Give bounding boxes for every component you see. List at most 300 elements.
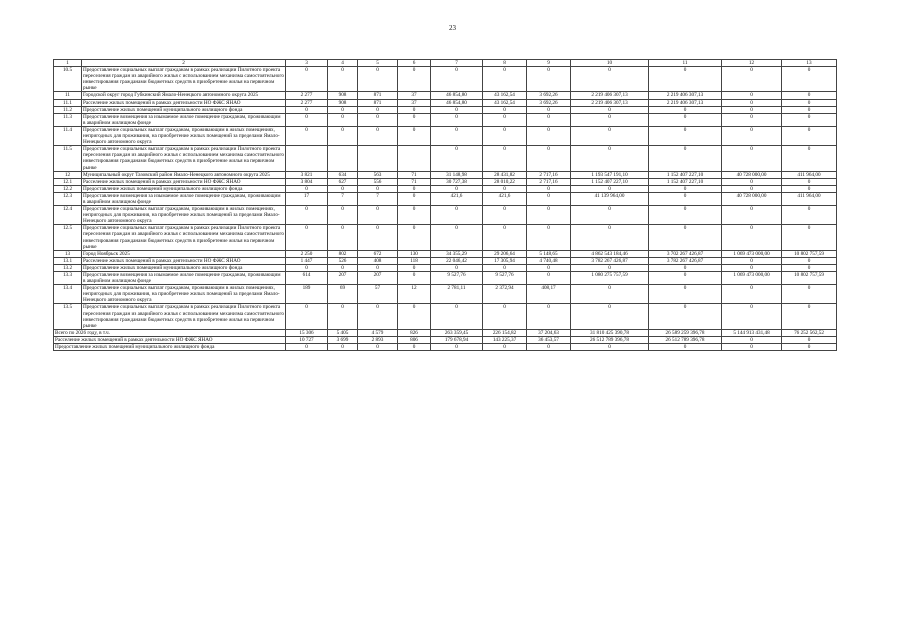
row-value: 0 — [328, 126, 358, 145]
row-value: 0 — [782, 99, 837, 106]
row-value: 0 — [722, 206, 782, 225]
summary-value: 806 — [398, 336, 431, 343]
row-value: 0 — [398, 264, 431, 271]
row-value: 9 527,76 — [483, 272, 527, 285]
row-value: 0 — [571, 185, 649, 192]
column-number-row — [54, 60, 837, 67]
summary-value: 143 225,37 — [483, 336, 527, 343]
row-value: 71 — [398, 178, 431, 185]
row-value: 0 — [649, 206, 722, 225]
summary-description: Расселение жилых помещений в рамках деятельности НО ФЖС ЯНАО — [54, 336, 286, 343]
summary-value: 0 — [571, 344, 649, 351]
row-value: 28 431,82 — [483, 171, 527, 178]
row-value: 31 148,98 — [431, 171, 483, 178]
row-value: 0 — [431, 206, 483, 225]
row-description: Предоставление социальных выплат гражданам, проживающим в жилых помещениях, непригодных для проживания, на приобретение жилых помещений за пределами Ямало-Ненецкого автономного округа — [82, 126, 286, 145]
summary-value: 37 204,63 — [527, 329, 571, 336]
row-description: Предоставление возмещения за изымаемое жилое помещение гражданам, проживающим в аварийном жилищном фонде — [82, 192, 286, 205]
row-value: 0 — [571, 225, 649, 250]
row-value: 2 219 406 307,13 — [571, 99, 649, 106]
row-value: 3 692,26 — [527, 92, 571, 99]
summary-value: 5 405 — [328, 329, 358, 336]
row-value: 0 — [483, 67, 527, 92]
row-value: 43 162,54 — [483, 92, 527, 99]
summary-value: 15 306 — [286, 329, 328, 336]
row-value: 1 069 473 000,00 — [722, 250, 782, 257]
row-number: 13.5 — [54, 304, 82, 329]
table-row — [54, 146, 837, 171]
row-number: 11.5 — [54, 146, 82, 171]
row-value: 1 152 407 227,10 — [649, 178, 722, 185]
row-value: 37 — [398, 99, 431, 106]
row-value: 556 — [358, 178, 398, 185]
row-value: 0 — [431, 126, 483, 145]
row-value: 2 219 406 307,13 — [571, 92, 649, 99]
row-value: 0 — [649, 285, 722, 304]
row-value: 871 — [358, 99, 398, 106]
row-value: 0 — [782, 67, 837, 92]
row-value: 0 — [782, 304, 837, 329]
row-value: 627 — [328, 178, 358, 185]
row-value: 0 — [431, 225, 483, 250]
row-value: 0 — [571, 67, 649, 92]
row-value: 0 — [398, 67, 431, 92]
row-value: 0 — [483, 264, 527, 271]
row-value: 0 — [782, 264, 837, 271]
row-value: 563 — [358, 171, 398, 178]
row-value: 0 — [782, 206, 837, 225]
row-description: Предоставление социальных выплат гражданам, проживающим в жилых помещениях, непригодных для проживания, на приобретение жилых помещений за пределами Ямало-Ненецкого автономного округа — [82, 285, 286, 304]
summary-row — [54, 344, 837, 351]
row-value: 0 — [358, 206, 398, 225]
row-description: Предоставление социальных выплат гражданам в рамках реализации Пилотного проекта переселения граждан из аварийного жилья с использованием механизма самостоятельного инвестирования гражданами бюджетных средств в приобретение жилья на первичном рынке — [83, 146, 284, 171]
row-value: 0 — [398, 106, 431, 113]
row-value: 0 — [649, 67, 722, 92]
summary-value: 0 — [398, 344, 431, 351]
row-value: 0 — [483, 106, 527, 113]
summary-description: Предоставление жилых помещений муниципального жилищного фонда — [54, 344, 286, 351]
table-row — [54, 99, 837, 106]
row-value: 0 — [358, 225, 398, 250]
row-value: 0 — [782, 106, 837, 113]
row-value: 0 — [782, 92, 837, 99]
row-value — [398, 146, 431, 171]
row-value: 908 — [328, 99, 358, 106]
summary-value: 26 512 789 396,78 — [649, 336, 722, 343]
row-number: 11 — [54, 92, 82, 99]
table-body — [54, 60, 837, 351]
row-value: 0 — [483, 113, 527, 126]
row-description: Предоставление социальных выплат гражданам, проживающим в жилых помещениях, непригодных для проживания, на приобретение жилых помещений за пределами Ямало-Ненецкого автономного округа — [82, 206, 286, 225]
row-value: 12 — [398, 285, 431, 304]
row-value: 2 717,16 — [527, 171, 571, 178]
row-value: 207 — [328, 272, 358, 285]
row-value: 2 372,94 — [483, 285, 527, 304]
row-value: 2 250 — [286, 250, 328, 257]
row-value: 57 — [358, 285, 398, 304]
summary-value: 4 579 — [358, 329, 398, 336]
row-value: 0 — [398, 113, 431, 126]
row-value: 411 964,00 — [782, 192, 837, 205]
row-value: 0 — [722, 257, 782, 264]
row-value: 0 — [722, 99, 782, 106]
row-value: 0 — [398, 126, 431, 145]
row-value: 0 — [398, 192, 431, 205]
row-value: 0 — [431, 106, 483, 113]
column-number: 3 — [286, 60, 328, 67]
row-value: 0 — [286, 264, 328, 271]
row-value: 1 193 547 191,10 — [571, 171, 649, 178]
row-value: 71 — [398, 171, 431, 178]
row-value: 0 — [722, 285, 782, 304]
row-value: 0 — [782, 285, 837, 304]
row-number: 13.4 — [54, 285, 82, 304]
column-number: 11 — [649, 60, 722, 67]
summary-value: 31 810 425 390,78 — [571, 329, 649, 336]
row-value: 3 692,26 — [527, 99, 571, 106]
row-value: 0 — [483, 185, 527, 192]
row-value: 0 — [571, 146, 649, 171]
row-value: 0 — [527, 146, 571, 171]
row-value: 0 — [649, 225, 722, 250]
row-value: 411 964,00 — [782, 171, 837, 178]
row-value: 0 — [649, 264, 722, 271]
table-row — [54, 206, 837, 225]
row-value: 0 — [722, 146, 782, 171]
row-description: Предоставление жилых помещений муниципального жилищного фонда — [82, 264, 286, 271]
summary-value: 76 252 562,52 — [782, 329, 837, 336]
row-value: 0 — [358, 185, 398, 192]
row-value: 0 — [527, 67, 571, 92]
row-value: 3 804 — [286, 178, 328, 185]
row-value: 0 — [722, 92, 782, 99]
row-value: 46 854,80 — [431, 92, 483, 99]
row-value — [358, 146, 398, 171]
row-value: 118 — [398, 257, 431, 264]
row-value: 22 046,42 — [431, 257, 483, 264]
summary-row — [54, 336, 837, 343]
row-value — [286, 146, 328, 171]
row-number: 13 — [54, 250, 82, 257]
row-value: 0 — [722, 178, 782, 185]
summary-value: 26 512 789 396,78 — [571, 336, 649, 343]
column-number: 8 — [483, 60, 527, 67]
row-value: 2 781,11 — [431, 285, 483, 304]
row-value: 0 — [571, 206, 649, 225]
summary-value: 0 — [782, 336, 837, 343]
row-value: 0 — [483, 304, 527, 329]
summary-description: Всего по 2026 году, в т.ч. — [54, 329, 286, 336]
row-value: 0 — [527, 225, 571, 250]
row-value: 634 — [328, 171, 358, 178]
row-number: 11.1 — [54, 99, 82, 106]
row-number: 12.3 — [54, 192, 82, 205]
row-value: 0 — [722, 185, 782, 192]
column-number: 10 — [571, 60, 649, 67]
column-number: 6 — [398, 60, 431, 67]
row-value: 5 148,65 — [527, 250, 571, 257]
row-value: 0 — [782, 113, 837, 126]
row-value: 2 277 — [286, 99, 328, 106]
row-value: 408 — [358, 257, 398, 264]
row-value: 408,17 — [527, 285, 571, 304]
row-value: 4 740,48 — [527, 257, 571, 264]
summary-value: 0 — [431, 344, 483, 351]
row-value: 40 728 000,00 — [722, 192, 782, 205]
row-value: 9 527,76 — [431, 272, 483, 285]
row-value: 3 821 — [286, 171, 328, 178]
table-row — [54, 250, 837, 257]
row-value: 0 — [398, 272, 431, 285]
row-value: 0 — [398, 225, 431, 250]
column-number: 5 — [358, 60, 398, 67]
table-row — [54, 285, 837, 304]
row-value: 2 277 — [286, 92, 328, 99]
row-description: Город Ноябрьск 2025 — [82, 250, 286, 257]
row-value: 421,6 — [483, 192, 527, 205]
row-value: 908 — [328, 92, 358, 99]
table-row — [54, 113, 837, 126]
row-value: 0 — [431, 185, 483, 192]
row-value: 46 854,80 — [431, 99, 483, 106]
table-row — [54, 304, 837, 329]
row-value: 0 — [722, 67, 782, 92]
row-value: 17 305,94 — [483, 257, 527, 264]
row-description: Предоставление возмещения за изымаемое жилое помещение гражданам, проживающим в аварийном жилищном фонде — [82, 272, 286, 285]
row-value: 0 — [328, 185, 358, 192]
row-value: 3 782 267 426,87 — [649, 257, 722, 264]
row-value: 1 069 473 000,00 — [722, 272, 782, 285]
row-number: 12.4 — [54, 206, 82, 225]
row-value: 0 — [527, 304, 571, 329]
row-value: 0 — [328, 67, 358, 92]
column-number: 4 — [328, 60, 358, 67]
row-value: 34 355,29 — [431, 250, 483, 257]
row-value: 0 — [782, 146, 837, 171]
row-value: 0 — [328, 304, 358, 329]
row-value: 0 — [782, 257, 837, 264]
row-value: 2 219 406 307,13 — [649, 99, 722, 106]
row-value: 0 — [358, 67, 398, 92]
summary-value: 0 — [722, 336, 782, 343]
row-value: 614 — [286, 272, 328, 285]
row-value: 0 — [483, 126, 527, 145]
column-number: 2 — [82, 60, 286, 67]
row-value: 0 — [722, 264, 782, 271]
row-number: 13.2 — [54, 264, 82, 271]
row-number: 11.3 — [54, 113, 82, 126]
row-value: 0 — [358, 113, 398, 126]
row-description: Расселение жилых помещений в рамках деятельности НО ФЖС ЯНАО — [82, 178, 286, 185]
row-value: 0 — [483, 206, 527, 225]
row-value: 0 — [649, 185, 722, 192]
row-number: 11.4 — [54, 126, 82, 145]
row-value: 0 — [286, 225, 328, 250]
table-row — [54, 92, 837, 99]
row-description: Предоставление жилых помещений муниципального жилищного фонда — [82, 106, 286, 113]
row-value: 1 080 275 757,59 — [571, 272, 649, 285]
row-value: 1 152 407 227,10 — [649, 171, 722, 178]
table-row — [54, 225, 837, 250]
summary-value: 179 678,94 — [431, 336, 483, 343]
row-value: 0 — [722, 106, 782, 113]
table-row — [54, 185, 837, 192]
row-value: 0 — [571, 285, 649, 304]
row-value: 43 162,54 — [483, 99, 527, 106]
row-value: 802 — [328, 250, 358, 257]
row-value: 7 — [328, 192, 358, 205]
summary-value: 0 — [722, 344, 782, 351]
row-number: 13.3 — [54, 272, 82, 285]
row-value: 0 — [483, 225, 527, 250]
summary-value: 0 — [483, 344, 527, 351]
row-description: Предоставление социальных выплат гражданам в рамках реализации Пилотного проекта переселения граждан из аварийного жилья с использованием механизма самостоятельного инвестирования гражданами бюджетных средств в приобретение жилья на первичном рынке — [83, 67, 284, 92]
row-value: 10 802 757,59 — [782, 250, 837, 257]
row-value: 0 — [431, 113, 483, 126]
row-value: 0 — [782, 178, 837, 185]
summary-value: 3 699 — [328, 336, 358, 343]
summary-value: 226 154,82 — [483, 329, 527, 336]
summary-value: 0 — [782, 344, 837, 351]
table-row — [54, 257, 837, 264]
row-value: 0 — [358, 304, 398, 329]
row-number: 12.1 — [54, 178, 82, 185]
row-value: 0 — [328, 113, 358, 126]
row-value: 0 — [328, 106, 358, 113]
row-description: Предоставление социальных выплат гражданам в рамках реализации Пилотного проекта переселения граждан из аварийного жилья с использованием механизма самостоятельного инвестирования гражданами бюджетных средств в приобретение жилья на первичном рынке — [83, 225, 284, 250]
row-value: 2 717,16 — [527, 178, 571, 185]
row-value: 40 728 000,00 — [722, 171, 782, 178]
row-value: 672 — [358, 250, 398, 257]
column-number: 13 — [782, 60, 837, 67]
row-number: 11.2 — [54, 106, 82, 113]
row-value: 0 — [722, 225, 782, 250]
row-value: 871 — [358, 92, 398, 99]
summary-value: 263 359,45 — [431, 329, 483, 336]
resettlement-table — [53, 59, 837, 351]
row-number: 12 — [54, 171, 82, 178]
row-value: 0 — [649, 304, 722, 329]
row-value: 3 702 267 426,87 — [649, 250, 722, 257]
column-number: 7 — [431, 60, 483, 67]
row-value: 0 — [286, 206, 328, 225]
row-value: 0 — [431, 264, 483, 271]
row-value: 37 — [398, 92, 431, 99]
row-number: 12.2 — [54, 185, 82, 192]
summary-value: 5 144 913 431,48 — [722, 329, 782, 336]
row-value: 4 862 543 184,46 — [571, 250, 649, 257]
row-value — [328, 146, 358, 171]
row-value: 3 782 267 426,87 — [571, 257, 649, 264]
row-value: 2 219 406 307,13 — [649, 92, 722, 99]
row-value: 0 — [328, 225, 358, 250]
row-value: 0 — [649, 272, 722, 285]
table-row — [54, 106, 837, 113]
row-description: Расселение жилых помещений в рамках деятельности НО ФЖС ЯНАО — [82, 99, 286, 106]
row-value: 1 152 407 227,10 — [571, 178, 649, 185]
summary-value: 10 727 — [286, 336, 328, 343]
row-value: 0 — [527, 206, 571, 225]
row-value: 0 — [782, 126, 837, 145]
row-value: 189 — [286, 285, 328, 304]
table-row — [54, 171, 837, 178]
row-number: 12.5 — [54, 225, 82, 250]
row-value: 207 — [358, 272, 398, 285]
row-value: 41 139 964,00 — [571, 192, 649, 205]
row-value: 0 — [649, 113, 722, 126]
summary-value: 0 — [286, 344, 328, 351]
row-value: 29 206,64 — [483, 250, 527, 257]
summary-value: 36 453,57 — [527, 336, 571, 343]
table-row — [54, 264, 837, 271]
row-value: 0 — [722, 113, 782, 126]
row-value: 0 — [527, 106, 571, 113]
row-value: 0 — [358, 126, 398, 145]
summary-value: 26 589 259 396,78 — [649, 329, 722, 336]
row-value: 0 — [649, 126, 722, 145]
row-value: 130 — [398, 250, 431, 257]
row-value: 0 — [286, 113, 328, 126]
row-value: 0 — [286, 304, 328, 329]
column-number: 9 — [527, 60, 571, 67]
row-value: 0 — [527, 185, 571, 192]
row-value: 0 — [527, 192, 571, 205]
row-value: 0 — [286, 67, 328, 92]
row-value: 0 — [649, 192, 722, 205]
row-value: 0 — [398, 185, 431, 192]
row-value: 0 — [571, 304, 649, 329]
row-value: 0 — [571, 126, 649, 145]
row-value: 526 — [328, 257, 358, 264]
row-value: 0 — [722, 304, 782, 329]
row-value: 0 — [649, 146, 722, 171]
row-description: Расселение жилых помещений в рамках деятельности НО ФЖС ЯНАО — [82, 257, 286, 264]
row-description: Муниципальный округ Тазовский район Ямало-Ненецкого автономного округа 2025 — [82, 171, 286, 178]
column-number: 12 — [722, 60, 782, 67]
row-number: 10.5 — [54, 67, 82, 92]
row-value: 10 802 757,59 — [782, 272, 837, 285]
row-value: 30 727,38 — [431, 178, 483, 185]
row-value: 0 — [328, 264, 358, 271]
row-value: 0 — [431, 67, 483, 92]
summary-value: 0 — [358, 344, 398, 351]
row-value: 0 — [649, 106, 722, 113]
row-value: 0 — [286, 185, 328, 192]
row-value: 0 — [782, 185, 837, 192]
row-description: Городской округ город Губкинский Ямало-Ненецкого автономного округа 2025 — [82, 92, 286, 99]
row-value: 69 — [328, 285, 358, 304]
row-value: 7 — [358, 192, 398, 205]
row-value: 0 — [358, 106, 398, 113]
row-value: 0 — [286, 126, 328, 145]
row-description: Предоставление жилых помещений муниципального жилищного фонда — [82, 185, 286, 192]
row-description: Предоставление возмещения за изымаемое жилое помещение гражданам, проживающим в аварийном жилищном фонде — [82, 113, 286, 126]
row-value: 28 010,22 — [483, 178, 527, 185]
row-value: 0 — [398, 206, 431, 225]
row-description: Предоставление социальных выплат гражданам в рамках реализации Пилотного проекта переселения граждан из аварийного жилья с использованием механизма самостоятельного инвестирования гражданами бюджетных средств в приобретение жилья на первичном рынке — [83, 304, 284, 329]
row-number: 13.1 — [54, 257, 82, 264]
summary-value: 0 — [649, 344, 722, 351]
summary-value: 0 — [527, 344, 571, 351]
row-value: 17 — [286, 192, 328, 205]
row-value: 0 — [358, 264, 398, 271]
row-value: 421,6 — [431, 192, 483, 205]
column-number: 1 — [54, 60, 82, 67]
row-value: 0 — [527, 113, 571, 126]
row-value: 0 — [431, 304, 483, 329]
row-value: 0 — [722, 126, 782, 145]
row-value: 0 — [398, 304, 431, 329]
